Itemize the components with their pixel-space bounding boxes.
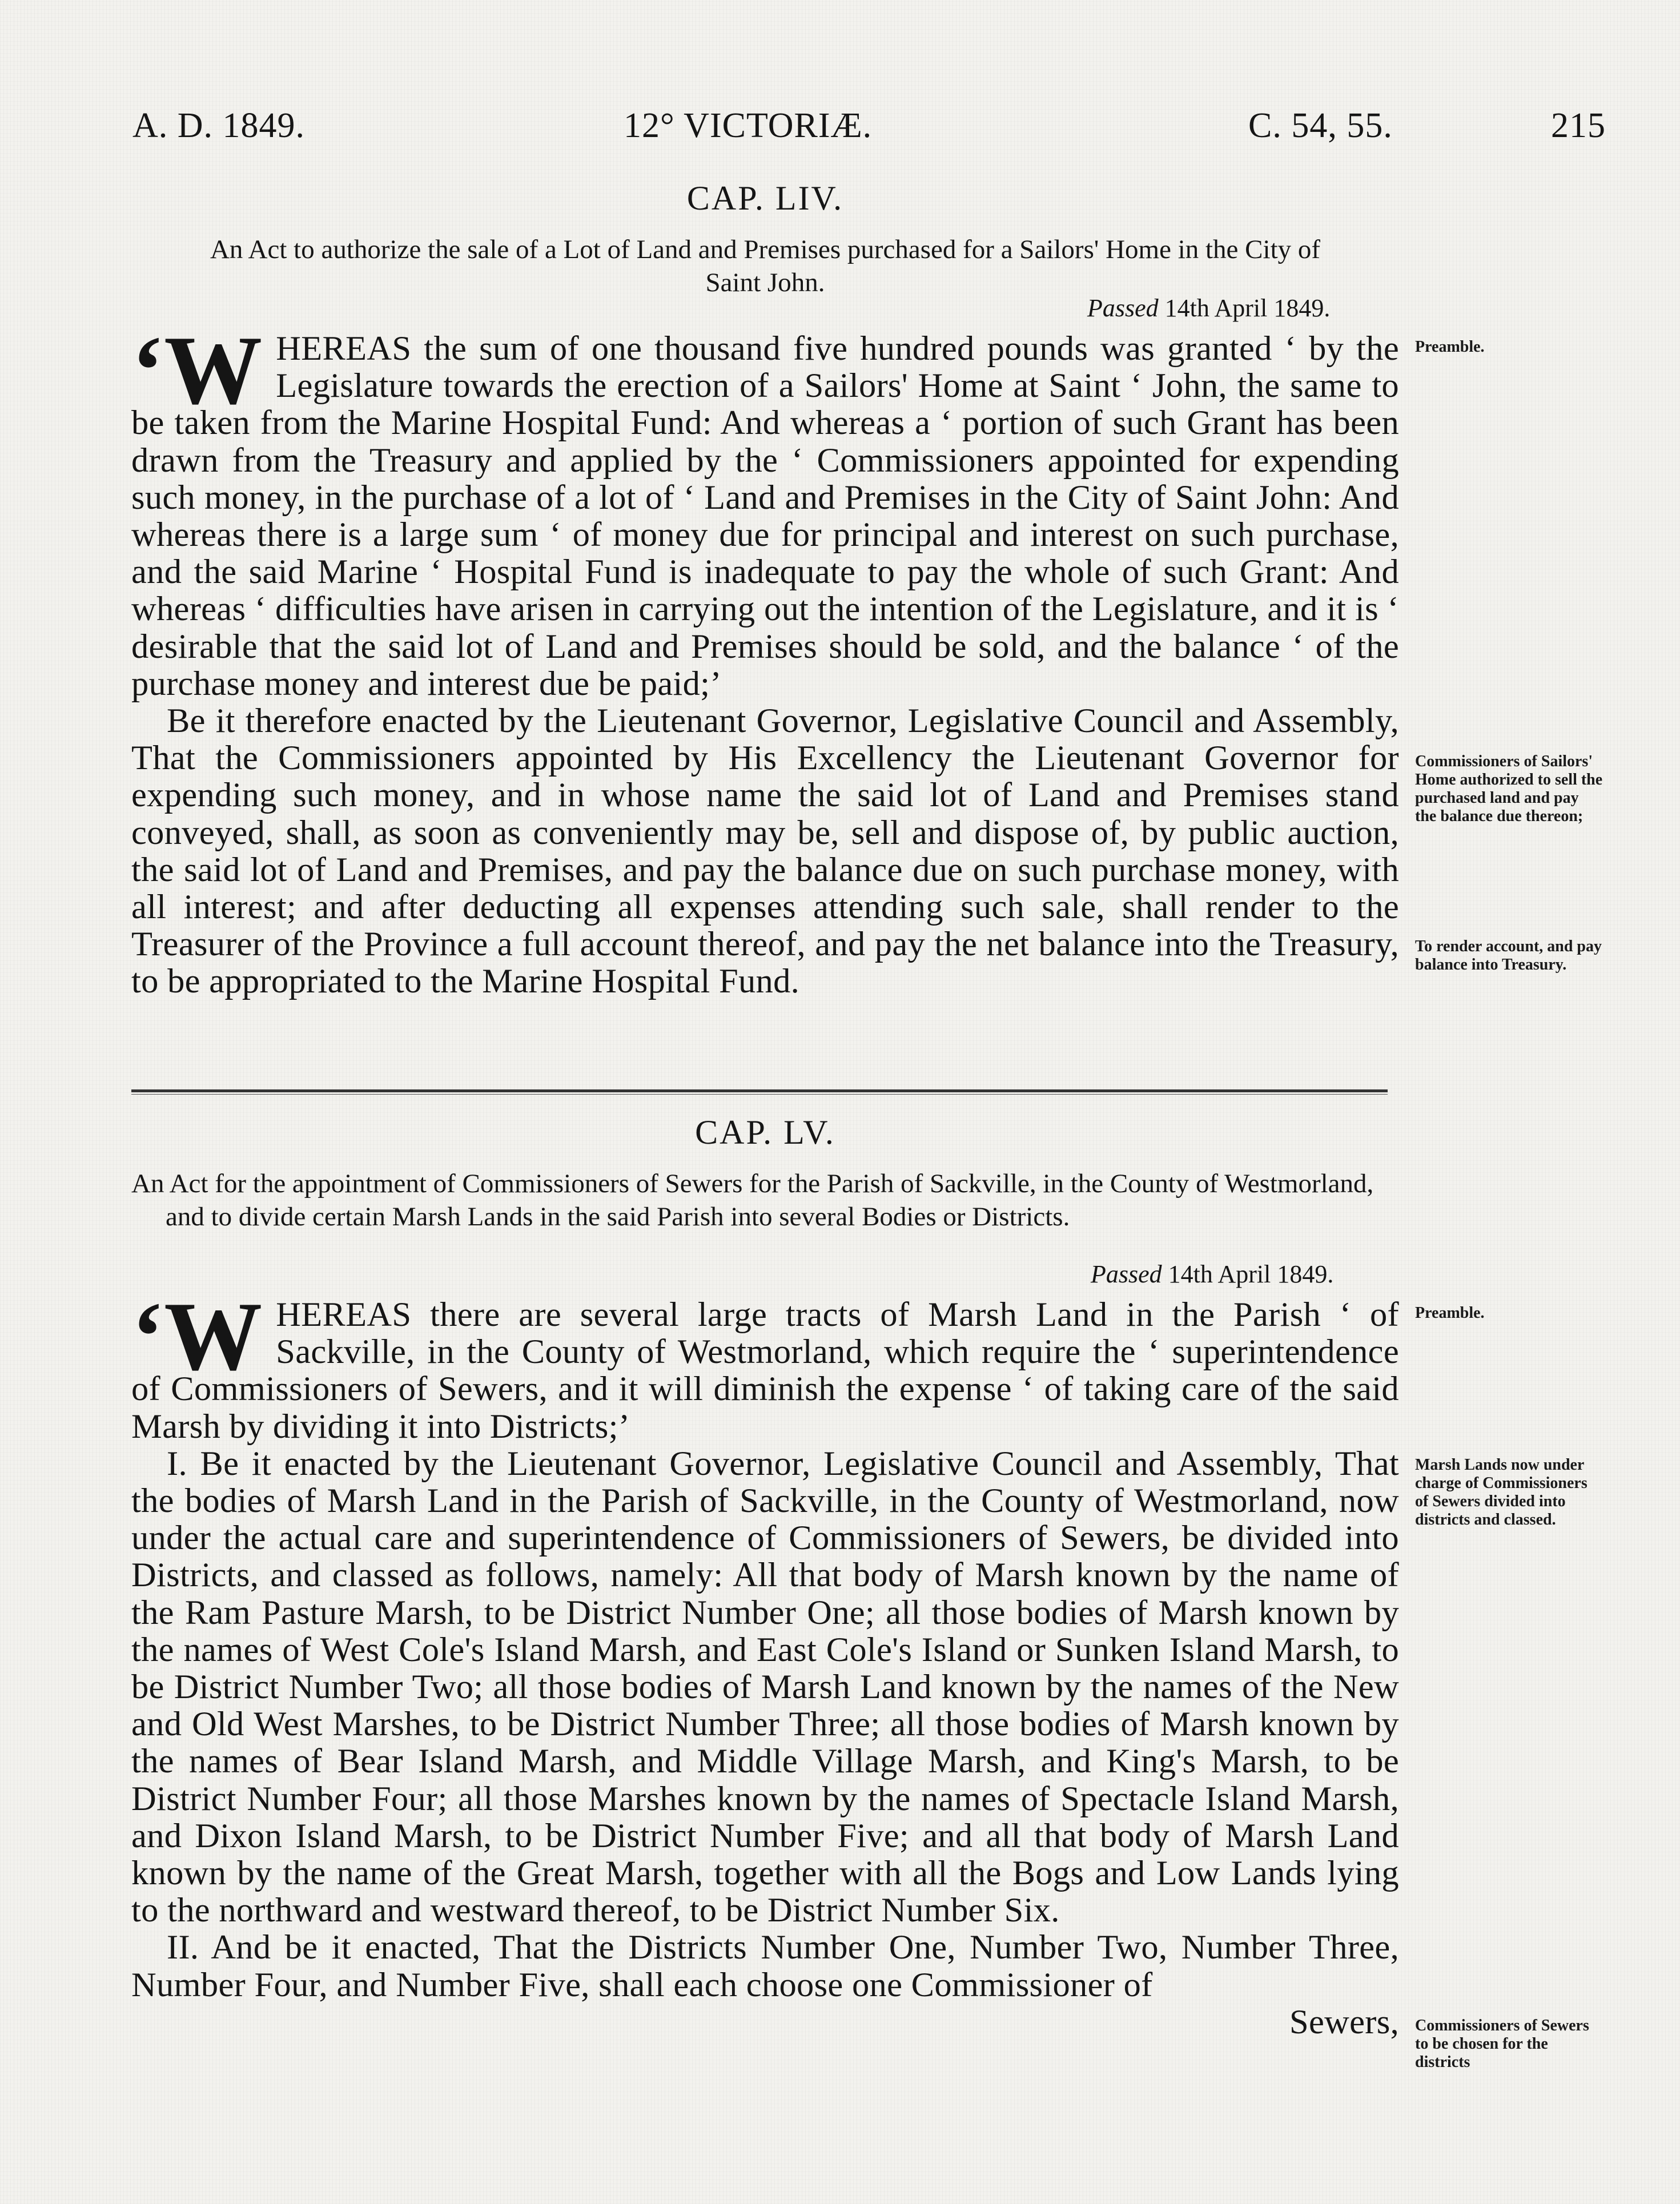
drop-cap-letter: W (164, 1282, 263, 1391)
margin-note-preamble-55: Preamble. (1415, 1304, 1485, 1322)
chapter-54-heading: CAP. LIV. (686, 179, 844, 217)
margin-note-marsh-lands: Marsh Lands now under charge of Commissioners of Sewers divided into districts and classed. (1415, 1456, 1587, 1529)
section-divider-rule (131, 1089, 1388, 1095)
drop-cap-quote: ‘ (131, 316, 164, 425)
catchword: Sewers, (1289, 2002, 1399, 2041)
margin-note-preamble-54: Preamble. (1415, 338, 1485, 356)
margin-note-commissioners-sell: Commissioners of Sailors' Home authorized to sell the purchased land and pay the balance due thereon; (1415, 753, 1603, 825)
drop-cap-w (131, 316, 263, 425)
preamble-text: HEREAS the sum of one thousand five hundred pounds was granted ‘ by the Legislature towards the erection of a Sailors' Home at Saint ‘ John, the same to be taken from the Marine Hospital Fund: And whereas a ‘ portion of such Grant has been drawn from the Treasury and applied by the ‘ Commissioners appointed for expending such money, in the purchase of a lot of ‘ Land and Premises in the City of Saint John: And whereas there is a large sum ‘ of money due for principal and interest on such purchase, and the said Marine ‘ Hospital Fund is inadequate to pay the whole of such Grant: And whereas ‘ difficulties have arisen in carrying out the intention of the Legislature, and it is ‘ desirable that the said lot of Land and Premises should be sold, and the balance ‘ of the purchase money and interest due be paid;’ (131, 329, 1399, 703)
drop-cap-w (131, 1282, 263, 1391)
margin-note-render-account: To render account, and pay balance into Treasury. (1415, 938, 1602, 974)
page-number: 215 (1551, 106, 1606, 145)
running-header-reign: 12° VICTORIÆ. (624, 106, 873, 145)
running-header-year: A. D. 1849. (132, 106, 306, 145)
chapter-54-body (131, 316, 1399, 1001)
chapter-54-enacting-clause: Be it therefore enacted by the Lieutenant Governor, Legislative Council and Assembly, That the Commissioners appointed by His Excellency the Lieutenant Governor for expending such money, and in whose name the said lot of Land and Premises stand conveyed, shall, as soon as conveniently may be, sell and dispose of, by public auction, the said lot of Land and Premises, and pay the balance due on such purchase money, with all interest; and after deducting all expenses attending such sale, shall render to the Treasurer of the Province a full account thereof, and pay the net balance into the Treasury, to be appropriated to the Marine Hospital Fund. (131, 702, 1399, 1001)
passed-label: Passed (1087, 294, 1159, 322)
chapter-55-passed (1091, 1258, 1333, 1290)
chapter-54-passed (1087, 292, 1330, 324)
chapter-55-section-1: I. Be it enacted by the Lieutenant Governor, Legislative Council and Assembly, That the bodies of Marsh Land in the Parish of Sackville, in the County of Westmorland, now under the actual care and superintendence of Commissioners of Sewers, be divided into Districts, and classed as follows, namely: All that body of Marsh known by the name of the Ram Pasture Marsh, to be District Number One; all those bodies of Marsh known by the names of West Cole's Island Marsh, and East Cole's Island or Sunken Island Marsh, to be District Number Two; all those bodies of Marsh Land known by the names of the New and Old West Marshes, to be District Number Three; all those bodies of Marsh known by the names of Bear Island Marsh, and Middle Village Marsh, and King's Marsh, to be District Number Four; all those Marshes known by the names of Spectacle Island Marsh, and Dixon Island Marsh, to be District Number Five; and all that body of Marsh Land known by the name of the Great Marsh, together with all the Bogs and Low Lands lying to the northward and westward thereof, to be District Number Six. (131, 1444, 1399, 1930)
chapter-55-body (131, 1282, 1399, 2041)
chapter-55-heading: CAP. LV. (695, 1113, 835, 1151)
chapter-55-title: An Act for the appointment of Commissioners of Sewers for the Parish of Sackville, in the County of Westmorland, and to divide certain Marsh Lands in the said Parish into several Bodies or Districts. (131, 1169, 1374, 1232)
passed-date: 14th April 1849. (1168, 1260, 1334, 1288)
preamble-text: HEREAS there are several large tracts of Marsh Land in the Parish ‘ of Sackville, in the County of Westmorland, which require the ‘ superintendence of Commissioners of Sewers, and it will diminish the expense ‘ of taking care of the said Marsh by dividing it into Districts;’ (131, 1296, 1399, 1446)
chapter-54-title: An Act to authorize the sale of a Lot of Land and Premises purchased for a Sailors' Home in the City of Saint John. (210, 235, 1321, 297)
margin-note-commissioners-chosen: Commissioners of Sewers to be chosen for the districts (1415, 2017, 1589, 2071)
running-header-chapters: C. 54, 55. (1248, 106, 1393, 145)
passed-label: Passed (1091, 1260, 1162, 1288)
chapter-55-section-2: II. And be it enacted, That the Districts Number One, Number Two, Number Three, Number Four, and Number Five, shall each choose one Commissioner of (131, 1928, 1399, 2004)
chapter-55-preamble (131, 1282, 1399, 1446)
chapter-54-preamble (131, 316, 1399, 703)
drop-cap-letter: W (164, 316, 263, 425)
passed-date: 14th April 1849. (1164, 294, 1331, 322)
drop-cap-quote: ‘ (131, 1282, 164, 1391)
